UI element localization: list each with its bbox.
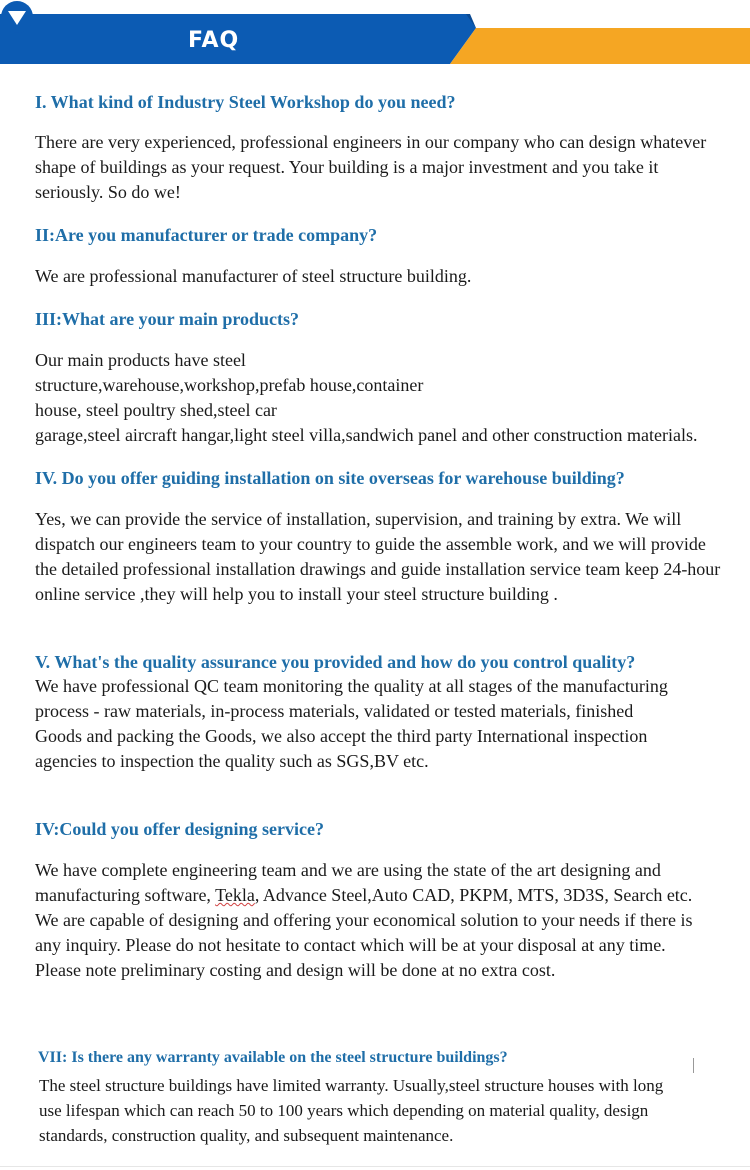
faq-answer-7 <box>39 1073 729 1148</box>
header-background <box>0 0 750 64</box>
faq-question-3: III:What are your main products? <box>35 309 300 329</box>
faq-answer-2 <box>35 264 725 289</box>
faq-question-1: I. What kind of Industry Steel Workshop do you need? <box>35 92 456 112</box>
faq-answer-4 <box>35 507 725 607</box>
faq-answer-6-part-1: We have complete engineering team and we are using the state of the art designing and manufacturing software, <box>35 860 661 905</box>
header-orange-band <box>450 28 750 64</box>
faq-answer-3-text-2: garage,steel aircraft hangar,light steel villa,sandwich panel and other construction materials. <box>35 425 698 445</box>
faq-answer-3 <box>35 348 725 448</box>
text-cursor <box>693 1058 694 1073</box>
faq-question-5: V. What's the quality assurance you provided and how do you control quality? <box>35 652 636 672</box>
chevron-down-icon[interactable] <box>0 0 34 34</box>
faq-question-2: II:Are you manufacturer or trade company? <box>35 225 378 245</box>
bottom-divider <box>0 1166 750 1167</box>
faq-answer-2-text: We are professional manufacturer of steel structure building. <box>35 266 472 286</box>
faq-question-6: IV:Could you offer designing service? <box>35 819 325 839</box>
faq-answer-1 <box>35 130 725 205</box>
spellcheck-underlined-word: Tekla <box>215 885 255 905</box>
faq-title: FAQ <box>188 28 240 53</box>
faq-answer-6-part-3: , Advance Steel,Auto CAD, PKPM, MTS, 3D3S, Search etc. We are capable of designing and offering your economical solution to your needs if there is any inquiry. Please do not hesitate to contact which will be at your disposal at any time. Please note preliminary costing and design will be done at no extra cost. <box>35 885 693 980</box>
faq-answer-7-text: The steel structure buildings have limited warranty. Usually,steel structure houses with long use lifespan which can reach 50 to 100 years which depending on material quality, design standards, construction quality, and subsequent maintenance. <box>39 1076 664 1145</box>
faq-answer-5 <box>35 674 725 774</box>
faq-answer-4-text: Yes, we can provide the service of installation, supervision, and training by extra. We will dispatch our engineers team to your country to guide the assemble work, and we will provide the detailed professional installation drawings and guide installation service team keep 24-hour online service ,they will help you to install your steel structure building . <box>35 509 721 604</box>
faq-answer-6-text <box>35 858 695 983</box>
faq-answer-5-text: We have professional QC team monitoring the quality at all stages of the manufacturing process - raw materials, in-process materials, validated or tested materials, finished Goods and packing the Goods, we also accept the third party International inspection agencies to inspection the quality such as SGS,BV etc. <box>35 676 668 771</box>
faq-question-7: VII: Is there any warranty available on the steel structure buildings? <box>38 1049 508 1066</box>
faq-answer-1-text: There are very experienced, professional engineers in our company who can design whatever shape of buildings as your request. Your building is a major investment and you take it seriously. So do we! <box>35 132 707 202</box>
faq-header-banner <box>0 0 750 64</box>
faq-question-4: IV. Do you offer guiding installation on site overseas for warehouse building? <box>35 468 625 488</box>
faq-answer-3-text-1: Our main products have steel structure,warehouse,workshop,prefab house,container house, steel poultry shed,steel car <box>35 350 424 420</box>
faq-answer-6 <box>35 858 725 983</box>
